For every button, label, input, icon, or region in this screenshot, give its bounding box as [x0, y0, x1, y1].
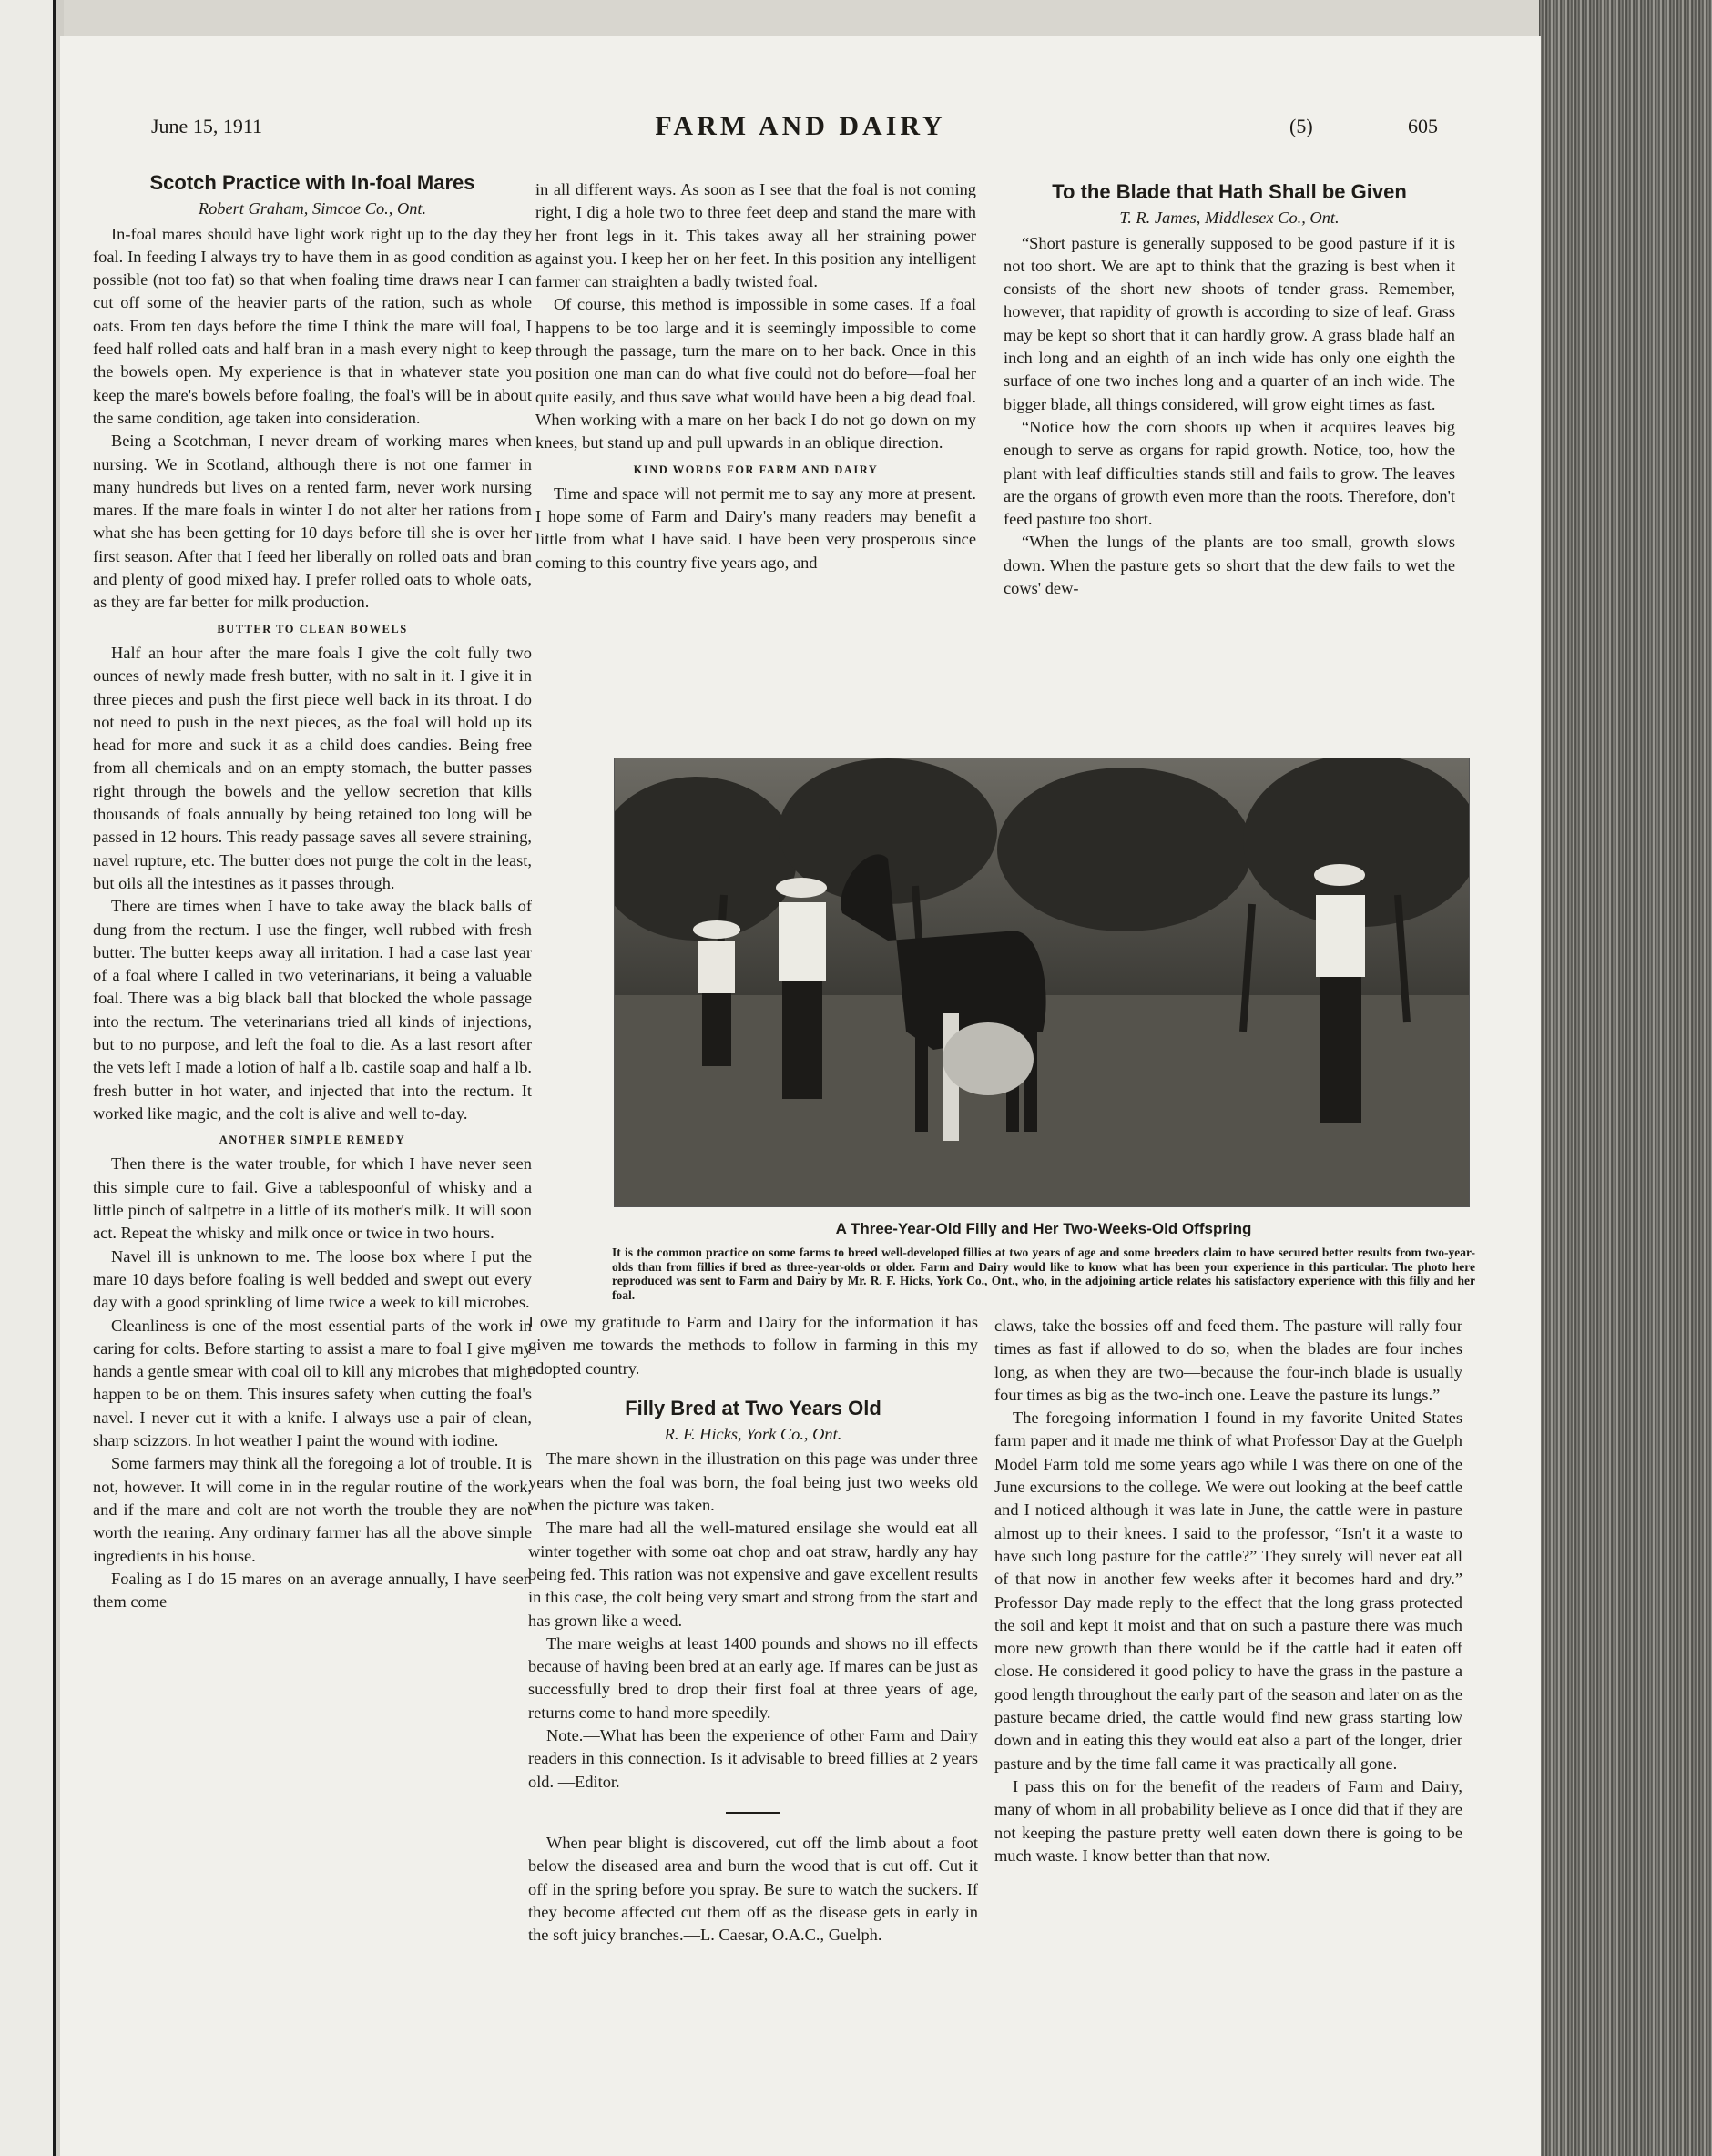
- masthead: FARM AND DAIRY: [655, 111, 946, 141]
- paragraph: I pass this on for the benefit of the readers of Farm and Dairy, many of whom in all probability believe as I once did that if they are not keeping the pasture pretty well eaten down there is going to be much waste. I know better than that now.: [994, 1776, 1462, 1865]
- article-title: To the Blade that Hath Shall be Given: [1052, 180, 1407, 203]
- paragraph: Foaling as I do 15 mares on an average annually, I have seen them come: [93, 1569, 532, 1612]
- column-1: [93, 171, 532, 1613]
- paragraph: Cleanliness is one of the most essential parts of the work in caring for colts. Before starting to assist a mare to foal I give my hands a gentle smear with coal oil to kill any microbes that might happen to be on them. This insures safety when cutting the foal's navel. I never cut it with a knife. I always use a pair of clean, sharp scizzors. In hot weather I paint the wound with iodine.: [93, 1316, 532, 1450]
- paragraph: There are times when I have to take away the black balls of dung from the rectum. I use the finger, well rubbed with fresh butter. The butter keeps away all irritation. I had a case last year of a foal where I called in two veterinarians, it being a valuable foal. There was a big black ball that blocked the whole passage into the rectum. The veterinarians tried all kinds of injections, but to no purpose, and left the foal to die. As a last resort after the vets left I made a lotion of half a lb. castile soap and half a lb. fresh butter in hot water, and injected that into the rectum. It worked like magic, and the colt is alive and well to-day.: [93, 897, 532, 1123]
- issue-date: June 15, 1911: [151, 115, 263, 137]
- photo-caption-body: It is the common practice on some farms to breed well-developed fillies at two years of age and some breeders claim to have secured better results from two-year-olds than from fillies if bred as three-year-olds or older. Farm and Dairy would like to know what has been your experience in this particular. The photo here reproduced was sent to Farm and Dairy by Mr. R. F. Hicks, York Co., Ont., who, in the adjoining article relates his satisfactory experience with this filly and her foal.: [612, 1246, 1475, 1302]
- subheading: KIND WORDS FOR FARM AND DAIRY: [633, 463, 879, 476]
- paragraph: Of course, this method is impossible in some cases. If a foal happens to be too large and it is seemingly impossible to come through the passage, turn the mare on to her back. Once in this position one man can do what five could not do before—foal her quite easily, and thus save what would have been a big dead foal. When working with a mare on her back I do not go down on my knees, but stand up and pull upwards in an oblique direction.: [535, 295, 976, 453]
- paragraph: “Notice how the corn shoots up when it acquires leaves big enough to serve as organs for rapid growth. Notice, too, how the plant with leaf difficulties stands still and fails to grow. The leaves are the organs of growth even more than the roots. Therefore, don't feed pasture too short.: [1004, 417, 1455, 529]
- paragraph: Some farmers may think all the foregoing a lot of trouble. It is not, however. It will come in in the regular routine of the work, and if the mare and colt are not worth the trouble they are not worth the rearing. Any ordinary farmer has all the above simple ingredients in his house.: [93, 1454, 532, 1565]
- paragraph: “Short pasture is generally supposed to be good pasture if it is not too short. We are apt to think that the grazing is best when it consists of the short new shoots of tender grass. Remember, however, that rapidity of growth is according to size of leaf. Grass may be kept so short that it can hardly grow. A grass blade half an inch long and an eighth of an inch wide has only one eighth the surface of one two inches long and a quarter of an inch wide. The bigger blade, all things considered, will grow eight times as fast.: [1004, 233, 1455, 413]
- paragraph: The mare shown in the illustration on this page was under three years when the foal was born, the foal being just two weeks old when the picture was taken.: [528, 1449, 978, 1515]
- article-title: Scotch Practice with In-foal Mares: [149, 171, 475, 194]
- article-byline: R. F. Hicks, York Co., Ont.: [664, 1425, 842, 1444]
- article-title: Filly Bred at Two Years Old: [625, 1396, 881, 1419]
- column-3-bottom: [994, 1315, 1462, 1867]
- column-2-top: [535, 178, 976, 575]
- subheading: ANOTHER SIMPLE REMEDY: [219, 1134, 406, 1147]
- paragraph: The foregoing information I found in my favorite United States farm paper and it made me think of what Professor Day at the Guelph Model Farm told me some years ago while I was there on one of the June excursions to the college. We were out looking at the beef cattle and I noticed although it was late in June, the cattle were in pasture almost up to their knees. I said to the professor, “Isn't it a waste to have such long pasture for the cattle?” They surely will never eat all of that now in another few weeks after it becomes hard and dry.” Professor Day made reply to the effect that the long grass protected the soil and kept it moist and that on such a pasture there was much more new growth than there would be if the cattle had it eaten off close. He considered it good policy to have the grass in the pasture a good length throughout the early part of the season and later on as the pasture became dried, the cattle would find new grass starting low down and in eating this they would eat also a part of the longer, drier pasture and by the time fall came it was practically all gone.: [994, 1409, 1462, 1773]
- paragraph: I owe my gratitude to Farm and Dairy for the information it has given me towards the methods to follow in farming in this my adopted country.: [528, 1313, 978, 1378]
- section-divider: [726, 1812, 780, 1814]
- column-2-bottom: [528, 1311, 978, 1947]
- paragraph: claws, take the bossies off and feed them. The pasture will rally four times as fast if allowed to do so, when the blades are four inches long, as when they are two—because the four-inch blade is usually four times as big as the two-inch one. Leave the pasture its lungs.”: [994, 1317, 1462, 1404]
- filly-and-foal-photo: [615, 758, 1469, 1206]
- article-byline: Robert Graham, Simcoe Co., Ont.: [198, 199, 427, 219]
- paragraph: “When the lungs of the plants are too small, growth slows down. When the pasture gets so short that the dew fails to wet the cows' dew-: [1004, 533, 1455, 598]
- paragraph: In-foal mares should have light work right up to the day they foal. In feeding I always try to have them in as good condition as possible (not too fat) so that when foaling time draws near I can cut off some of the heavier parts of the ration, such as whole oats. From ten days before the time I think the mare will foal, I feed half rolled oats and half bran in a mash every night to keep the bowels open. My experience is that in whatever state you keep the mare's bowels before foaling, the foal's will be in about the same condition, age taken into consideration.: [93, 224, 532, 427]
- subheading: BUTTER TO CLEAN BOWELS: [217, 622, 408, 636]
- page-number: 605: [1408, 115, 1438, 137]
- previous-page-edge: [0, 0, 56, 2156]
- paragraph: Note.—What has been the experience of other Farm and Dairy readers in this connection. Is it advisable to breed fillies at 2 years old. —Editor.: [528, 1726, 978, 1791]
- paragraph: Being a Scotchman, I never dream of working mares when nursing. We in Scotland, although there is not one farmer in many hundreds but lives on a rented farm, never work nursing mares. If the mare foals in winter I do not alter her rations from what she has been getting for 10 days before till she is over her first season. After that I feed her liberally on rolled oats and bran and plenty of good mixed hay. I prefer rolled oats to whole oats, as they are far better for milk production.: [93, 432, 532, 612]
- paragraph: Time and space will not permit me to say any more at present. I hope some of Farm and Dairy's many readers may benefit a little from what I have said. I have been very prosperous since coming to this country five years ago, and: [535, 483, 976, 572]
- article-byline: T. R. James, Middlesex Co., Ont.: [1119, 208, 1340, 228]
- newspaper-page: [60, 36, 1541, 2156]
- paragraph: Navel ill is unknown to me. The loose box where I put the mare 10 days before foaling is well bedded and swept out every day with a good sprinkling of lime twice a week to kill microbes.: [93, 1246, 532, 1312]
- paragraph: Then there is the water trouble, for which I have never seen this simple cure to fail. Give a tablespoonful of whisky and a little pinch of saltpetre in a little of its mother's milk. It will soon act. Repeat the whisky and milk once or twice in two hours.: [93, 1154, 532, 1243]
- book-page-edges: [1539, 0, 1712, 2156]
- photo-caption-title: A Three-Year-Old Filly and Her Two-Weeks-Old Offspring: [835, 1220, 1252, 1237]
- paragraph: in all different ways. As soon as I see that the foal is not coming right, I dig a hole two to three feet deep and stand the mare with her front legs in it. This takes away all her straining power against you. I keep her on her feet. In this position any intelligent farmer can straighten a badly twisted foal.: [535, 180, 976, 291]
- page-header: [60, 87, 1541, 142]
- paragraph: When pear blight is discovered, cut off the limb about a foot below the diseased area and burn the wood that is cut off. Cut it off in the spring before you spray. Be sure to watch the suckers. If they become affected cut them off as the disease gets in early in the soft juicy branches.—L. Caesar, O.A.C., Guelph.: [528, 1833, 978, 1945]
- paragraph: The mare weighs at least 1400 pounds and shows no ill effects because of having been bred at an early age. If mares can be just as successfully bred to drop their first foal at three years of age, returns come to hand more speedily.: [528, 1633, 978, 1722]
- paragraph: Half an hour after the mare foals I give the colt fully two ounces of newly made fresh butter, with no salt in it. I give it in three pieces and push the first piece well back in its throat. I do not need to push in the next pieces, as the foal will hold up its head for more and suck it as a child does candies. Being free from all chemicals and on an empty stomach, the butter passes right through the bowels and the yellow secretion that kills thousands of foals annually by being retained too long will be passed in 12 hours. This ready passage saves all severe straining, navel rupture, etc. The butter does not purge the colt in the least, but oils all the intestines as it passes through.: [93, 643, 532, 892]
- column-3-top: [1004, 180, 1455, 600]
- paragraph: The mare had all the well-matured ensilage she would eat all winter together with some oat chop and oat straw, hardly any hay being fed. This ration was not expensive and gave excellent results in this case, the colt being very smart and strong from the start and has grown like a weed.: [528, 1519, 978, 1630]
- folio-number: (5): [1289, 115, 1313, 137]
- photograph: [614, 758, 1470, 1207]
